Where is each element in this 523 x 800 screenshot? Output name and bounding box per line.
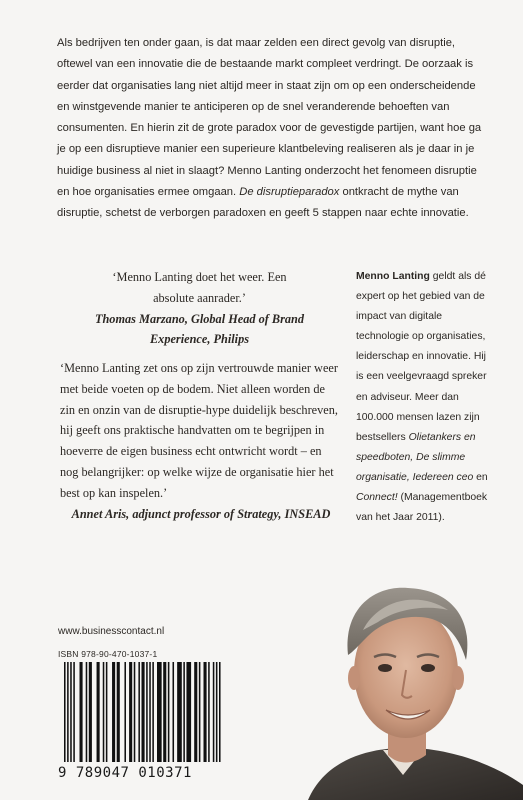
quote-marzano [92, 267, 307, 350]
blurb-paragraph [57, 33, 487, 225]
bio-text-1: geldt als dé expert op het gebied van de impact van digitale technologie op organisaties, leiderschap en innovatie. Hij is een veelgevraagd spreker en adviseur. Meer dan 100.000 mensen lazen zijn bestsellers [356, 271, 487, 443]
barcode [58, 662, 238, 762]
quote-aris [60, 358, 342, 524]
quote-attribution: Thomas Marzano, Global Head of Brand Experience, Philips [94, 311, 305, 347]
quote-text: ‘Menno Lanting zet ons op zijn vertrouwde manier weer met beide voeten op de bodem. Niet alleen worden de zin en onzin van de disruptie-hype duidelijk beschreven, hij geeft ons praktische handvatten om te begrijpen in hoeverre de eigen business echt ontwricht wordt – en nog belangrijker: op welke wijze de organisatie hier het best op kan inspelen.’ [60, 361, 338, 500]
author-bio [356, 267, 496, 528]
blurb-text-2: ontkracht de mythe van disruptie, schetst de verborgen paradoxen en geeft 5 stappen naar echte innovatie. [57, 186, 469, 220]
bio-book-connect: Connect! [356, 492, 398, 504]
quote-attribution: Annet Aris, adjunct professor of Strategy, INSEAD [71, 506, 331, 521]
barcode-digits: 9 789047 010371 [58, 765, 192, 781]
bio-books: Olietankers en speedboten, De slimme organisatie, Iedereen ceo [356, 431, 476, 483]
isbn-label: ISBN 978-90-470-1037-1 [58, 649, 158, 659]
author-name: Menno Lanting [356, 271, 430, 282]
publisher-website[interactable]: www.businesscontact.nl [58, 626, 165, 637]
barcode-bars-icon [58, 662, 238, 762]
quote-text: ‘Menno Lanting doet het weer. Een absolute aanrader.’ [112, 270, 287, 305]
author-portrait [288, 560, 523, 800]
blurb-text-1: Als bedrijven ten onder gaan, is dat maar zelden een direct gevolg van disruptie, oftewel van een innovatie die de bestaande markt compleet verdringt. De oorzaak is eerder dat organisaties lang niet altijd meer in staat zijn om op een onderscheidende en winstgevende manier te anticiperen op de snel veranderende behoeften van consumenten. En hierin zit de grote paradox voor de gevestigde partijen, want hoe ga je op een disruptieve manier een superieure klantbeleving realiseren als je daar in je huidige business al niet in slaagt? Menno Lanting onderzocht het fenomeen disruptie en hoe organisaties ermee omgaan. [57, 37, 482, 199]
bio-text-3: (Managementboek van het Jaar 2011). [356, 492, 488, 524]
book-title: De disruptieparadox [239, 186, 340, 199]
bio-text-2: en [473, 471, 488, 483]
